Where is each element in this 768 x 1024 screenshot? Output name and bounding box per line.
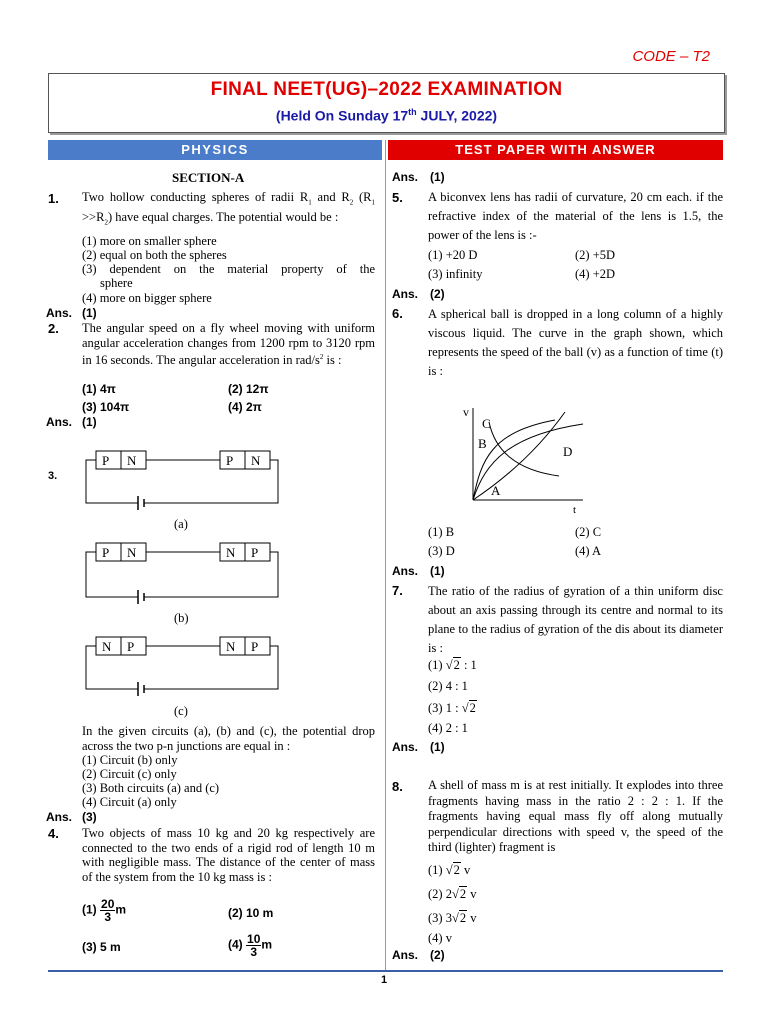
svg-text:N: N (226, 545, 236, 560)
graph-t-label: t (573, 504, 577, 516)
q2-option-4: (4) 2π (228, 400, 262, 414)
q3-option-1: (1) Circuit (b) only (82, 753, 178, 767)
q8-option-2: (2) 2√2 v (428, 887, 477, 901)
q6-option-3: (3) D (428, 544, 455, 558)
q7-option-4: (4) 2 : 1 (428, 721, 468, 735)
svg-text:C: C (482, 416, 491, 431)
q6-answer: (1) (430, 564, 445, 578)
paper-code: CODE – T2 (632, 48, 710, 65)
q5-number: 5. (392, 190, 403, 205)
svg-text:N: N (102, 639, 112, 654)
q8-answer-label: Ans. (392, 948, 419, 962)
q4-option-2: (2) 10 m (228, 906, 274, 920)
q5-option-4: (4) +2D (575, 267, 616, 281)
svg-text:P: P (251, 639, 259, 654)
q1-option-3: (3) dependent on the material property of the (82, 262, 375, 276)
exam-subtitle: (Held On Sunday 17th JULY, 2022) (275, 107, 498, 124)
q1-text: Two hollow conducting spheres of radii $R_1$ and $R_2$ $(R_1 >>R_2)$ have equal charges. The potential would be : (82, 190, 376, 227)
q7-answer: (1) (430, 740, 445, 754)
q6-option-1: (1) B (428, 525, 455, 539)
q5-option-1: (1) +20 D (428, 248, 478, 262)
circuit-b (80, 540, 290, 608)
q8-option-3: (3) 3√2 v (428, 911, 477, 925)
physics-banner: PHYSICS (48, 140, 382, 160)
q1-option-4: (4) more on bigger sphere (82, 291, 212, 305)
q5-answer-label: Ans. (392, 287, 419, 301)
svg-text:P: P (251, 545, 259, 560)
section-heading: SECTION-A (172, 170, 245, 185)
q4-option-4: (4) $\frac{10}{3}$ m (228, 932, 273, 959)
svg-text:N: N (251, 453, 261, 468)
q7-option-3: (3) 1 : √2 (428, 701, 476, 715)
curve-D (489, 422, 559, 476)
q3-option-2: (2) Circuit (c) only (82, 767, 177, 781)
q6-option-2: (2) C (575, 525, 602, 539)
q5-answer: (2) (430, 287, 445, 301)
graph-v-label: v (463, 405, 469, 419)
circuit-c-caption: (c) (174, 704, 188, 718)
q1-answer: (1) (82, 306, 97, 320)
q6-number: 6. (392, 306, 403, 321)
q4-text: Two objects of mass 10 kg and 20 kg respectively are connected to the two ends of a rigid rod of length 10 m with negligible mass. The distance of the center of mass of the system from the 10 kg mass is : (82, 826, 375, 884)
circuit-b-caption: (b) (174, 611, 189, 625)
q7-option-1: (1) √2 : 1 (428, 658, 477, 672)
q3-number: 3. (48, 470, 58, 482)
velocity-time-graph (455, 400, 595, 518)
q4-number: 4. (48, 826, 59, 841)
q8-option-4: (4) v (428, 931, 452, 945)
q8-answer: (2) (430, 948, 445, 962)
q7-answer-label: Ans. (392, 740, 419, 754)
q1-option-3-cont: sphere (100, 276, 133, 290)
svg-text:N: N (127, 453, 137, 468)
footer-rule (48, 970, 723, 972)
q8-option-1: (1) √2 v (428, 863, 471, 877)
circuit-c (80, 634, 290, 702)
q5-option-2: (2) +5D (575, 248, 616, 262)
svg-text:N: N (226, 639, 236, 654)
title-box (48, 73, 725, 133)
q4-answer: (1) (430, 170, 445, 184)
circuit-a (80, 448, 290, 516)
q2-answer-label: Ans. (46, 415, 73, 429)
q2-answer: (1) (82, 415, 97, 429)
q6-option-4: (4) A (575, 544, 602, 558)
q2-option-1: (1) 4π (82, 382, 116, 396)
svg-text:B: B (478, 436, 487, 451)
q8-number: 8. (392, 779, 403, 794)
q6-text: A spherical ball is dropped in a long column of a highly viscous liquid. The curve in the graph shown, which represents the speed of the ball (v) as a function of time (t) is : (428, 307, 723, 378)
q2-number: 2. (48, 321, 59, 336)
q2-option-2: (2) 12π (228, 382, 269, 396)
q3-answer-label: Ans. (46, 810, 73, 824)
page-number: 1 (380, 974, 388, 986)
q5-option-3: (3) infinity (428, 267, 483, 281)
svg-text:P: P (226, 453, 234, 468)
q1-answer-label: Ans. (46, 306, 73, 320)
circuit-a-caption: (a) (174, 517, 188, 531)
q8-text: A shell of mass m is at rest initially. It explodes into three fragments having mass in the ratio 2 : 2 : 1. If the fragments having equal mass fly off along mutually perpendicular directions with speed v, the speed of the third (lighter) fragment is (428, 778, 723, 854)
q6-answer-label: Ans. (392, 564, 419, 578)
q3-text: In the given circuits (a), (b) and (c), the potential drop across the two p-n junctions are equal in : (82, 724, 375, 753)
q2-option-3: (3) 104π (82, 400, 130, 414)
q2-text: The angular speed on a fly wheel moving with uniform angular acceleration changes from 1200 rpm to 3120 rpm in 16 seconds. The angular acceleration in rad/$s^2$ is : (82, 321, 375, 368)
q4-answer-label: Ans. (392, 170, 419, 184)
svg-text:P: P (127, 639, 135, 654)
q3-option-3: (3) Both circuits (a) and (c) (82, 781, 220, 795)
q7-number: 7. (392, 583, 403, 598)
q3-option-4: (4) Circuit (a) only (82, 795, 177, 809)
test-paper-banner: TEST PAPER WITH ANSWER (388, 140, 723, 160)
q1-number: 1. (48, 191, 59, 206)
q4-option-3: (3) 5 m (82, 940, 121, 954)
q7-option-2: (2) 4 : 1 (428, 679, 468, 693)
svg-text:A: A (491, 483, 501, 498)
q1-option-2: (2) equal on both the spheres (82, 248, 227, 262)
column-divider (385, 140, 386, 972)
exam-title: FINAL NEET(UG)–2022 EXAMINATION (210, 79, 563, 100)
q5-text: A biconvex lens has radii of curvature, 20 cm each. if the refractive index of the material of the lens is 1.5, the power of the lens is :- (428, 190, 723, 242)
q3-answer: (3) (82, 810, 97, 824)
svg-text:P: P (102, 545, 110, 560)
q1-option-1: (1) more on smaller sphere (82, 234, 217, 248)
svg-text:P: P (102, 453, 110, 468)
svg-text:N: N (127, 545, 137, 560)
q4-option-1: (1) $\frac{20}{3}$ m (82, 897, 127, 924)
q7-text: The ratio of the radius of gyration of a thin uniform disc about an axis passing through its centre and normal to its plane to the radius of gyration of the dis about its diameter is : (428, 584, 723, 655)
svg-text:D: D (563, 444, 573, 459)
